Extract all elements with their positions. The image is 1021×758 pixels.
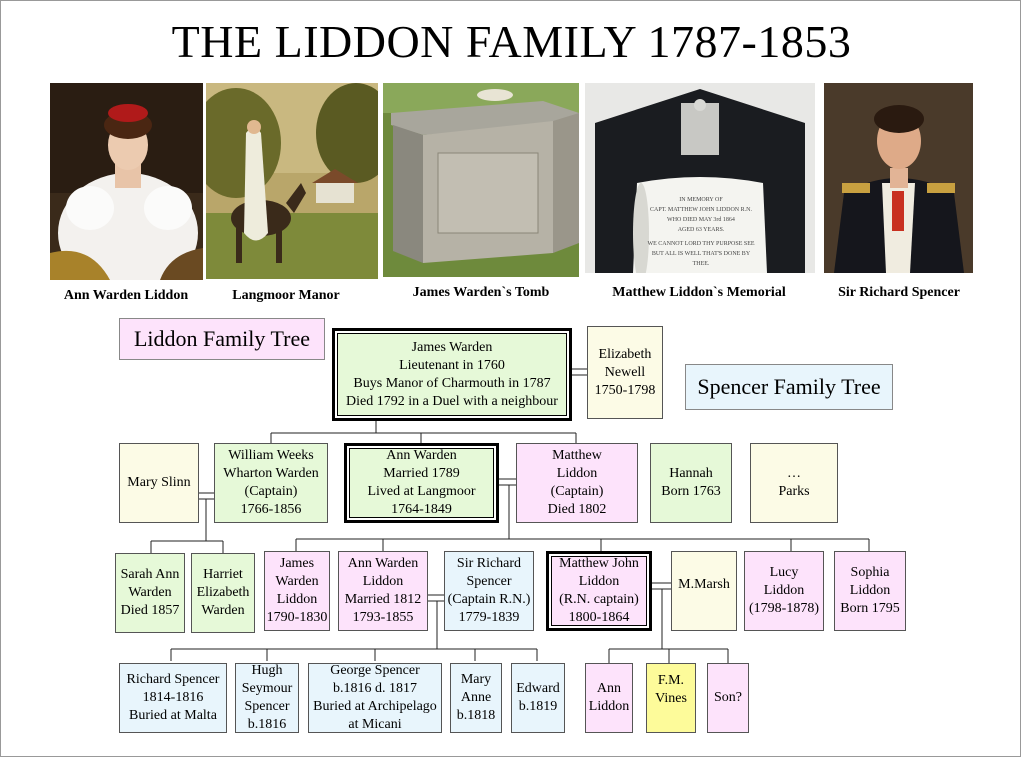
person-ann-liddon: Ann Liddon <box>585 663 633 733</box>
person-fm-vines: F.M. Vines <box>646 663 696 733</box>
person-mary-anne-spencer: Mary Anne b.1818 <box>450 663 502 733</box>
person-ann-warden: Ann Warden Married 1789 Lived at Langmoor 1764-1849 <box>344 443 499 523</box>
person-ann-warden-liddon: Ann Warden Liddon Married 1812 1793-1855 <box>338 551 428 631</box>
memorial-line-2: CAPT. MATTHEW JOHN LIDDON R.N. <box>650 207 752 213</box>
person-mary-slinn: Mary Slinn <box>119 443 199 523</box>
person-son: Son? <box>707 663 749 733</box>
person-sophia-liddon: Sophia Liddon Born 1795 <box>834 551 906 631</box>
caption-matthew-liddon-memorial: Matthew Liddon`s Memorial <box>612 285 786 300</box>
person-parks: … Parks <box>750 443 838 523</box>
person-matthew-liddon: Matthew Liddon (Captain) Died 1802 <box>516 443 638 523</box>
memorial-line-3: WHO DIED MAY 3rd 1864 <box>667 217 735 223</box>
caption-james-warden-tomb: James Warden`s Tomb <box>412 285 550 300</box>
caption-ann-warden-liddon: Ann Warden Liddon <box>63 288 189 303</box>
memorial-line-1: IN MEMORY OF <box>679 197 723 203</box>
person-m-marsh: M.Marsh <box>671 551 737 631</box>
caption-sir-richard-spencer: Sir Richard Spencer <box>838 285 960 300</box>
memorial-line-5: WE CANNOT LORD THY PURPOSE SEE <box>647 241 755 247</box>
person-richard-spencer-junior: Richard Spencer 1814-1816 Buried at Malta <box>119 663 227 733</box>
person-james-warden-liddon: James Warden Liddon 1790-1830 <box>264 551 330 631</box>
memorial-line-6: BUT ALL IS WELL THAT'S DONE BY THEE. <box>651 251 751 267</box>
person-james-warden: James Warden Lieutenant in 1760 Buys Manor of Charmouth in 1787 Died 1792 in a Duel with a neighbour <box>332 328 572 421</box>
person-harriet-elizabeth-warden: Harriet Elizabeth Warden <box>191 553 255 633</box>
legend-liddon-family-tree: Liddon Family Tree <box>119 318 325 360</box>
person-hannah: Hannah Born 1763 <box>650 443 732 523</box>
person-lucy-liddon: Lucy Liddon (1798-1878) <box>744 551 824 631</box>
person-hugh-seymour-spencer: Hugh Seymour Spencer b.1816 <box>235 663 299 733</box>
person-matthew-john-liddon: Matthew John Liddon (R.N. captain) 1800-1864 <box>546 551 652 631</box>
memorial-line-4: AGED 63 YEARS. <box>677 227 725 233</box>
person-edward-spencer: Edward b.1819 <box>511 663 565 733</box>
person-george-spencer: George Spencer b.1816 d. 1817 Buried at Archipelago at Micani <box>308 663 442 733</box>
person-sir-richard-spencer: Sir Richard Spencer (Captain R.N.) 1779-1839 <box>444 551 534 631</box>
person-william-weeks-wharton-warden: William Weeks Wharton Warden (Captain) 1766-1856 <box>214 443 328 523</box>
page-title: THE LIDDON FAMILY 1787-1853 <box>171 16 852 67</box>
caption-langmoor-manor: Langmoor Manor <box>232 288 340 303</box>
person-sarah-ann-warden: Sarah Ann Warden Died 1857 <box>115 553 185 633</box>
person-elizabeth-newell: Elizabeth Newell 1750-1798 <box>587 326 663 419</box>
legend-spencer-family-tree: Spencer Family Tree <box>685 364 893 410</box>
